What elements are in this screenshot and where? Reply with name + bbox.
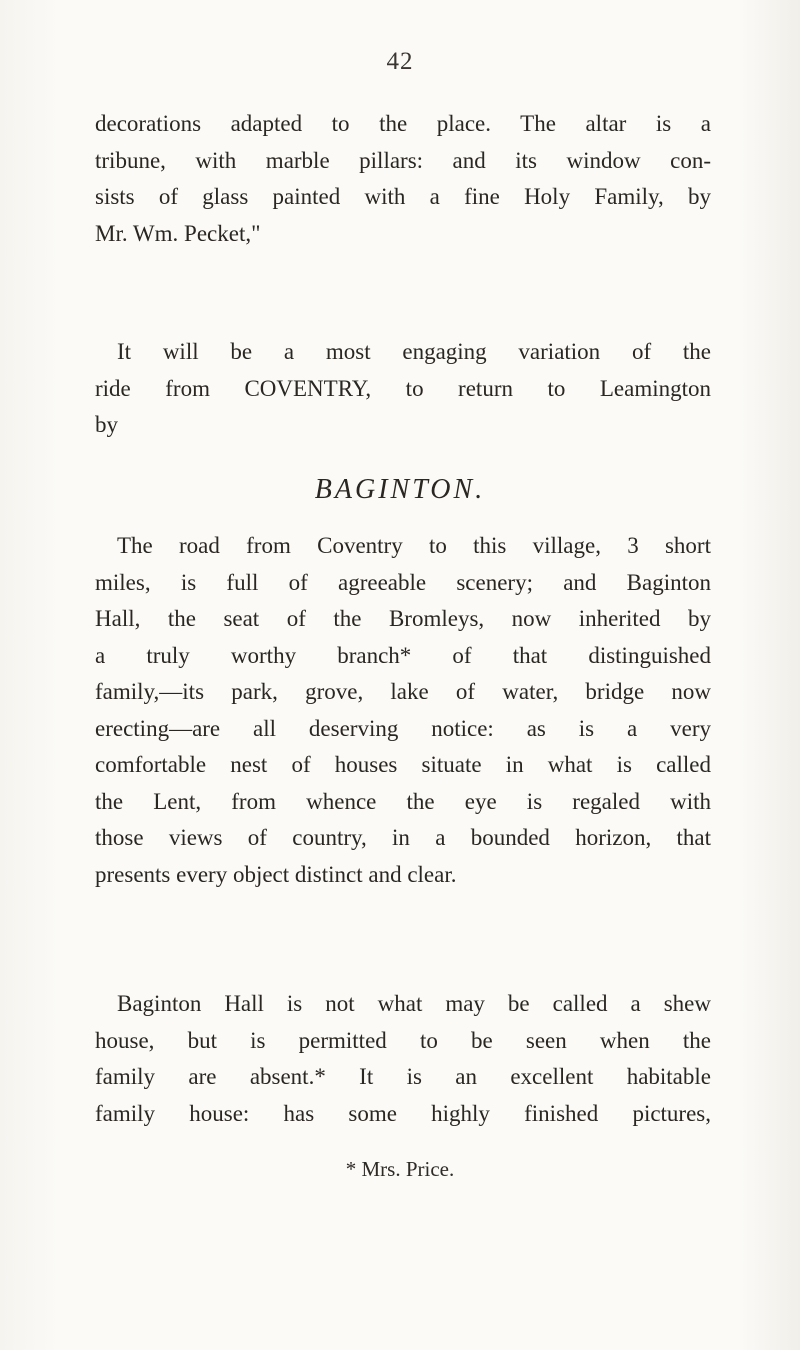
text-line: decorations adapted to the place. The altar is a <box>95 111 711 136</box>
text-line: family are absent.* It is an excellent habitable <box>95 1064 711 1089</box>
text-line: sists of glass painted with a fine Holy Family, by <box>95 184 711 209</box>
text-line: the Lent, from whence the eye is regaled with <box>95 788 711 814</box>
paragraph-baginton-hall <box>95 986 711 1132</box>
text-line: tribune, with marble pillars: and its window con- <box>95 147 711 173</box>
section-heading: BAGINTON. <box>314 474 486 505</box>
text-line: Baginton Hall is not what may be called a shew <box>117 991 711 1016</box>
text-line: those views of country, in a bounded horizon, that <box>95 825 711 850</box>
text-line: presents every object distinct and clear. <box>95 861 457 887</box>
text-line: The road from Coventry to this village, 3 short <box>117 533 711 558</box>
text-line: ride from COVENTRY, to return to Leamington <box>95 375 711 401</box>
text-line: It will be a most engaging variation of the <box>117 339 711 364</box>
page-number: 42 <box>386 48 414 75</box>
text-line: a truly worthy branch* of that distinguished <box>95 642 711 668</box>
paragraph-road-from-coventry <box>95 528 711 893</box>
text-line: miles, is full of agreeable scenery; and Baginton <box>95 569 711 595</box>
footnote: * Mrs. Price. <box>345 1157 455 1181</box>
text-line: family house: has some highly finished pictures, <box>95 1100 711 1126</box>
text-line: family,—its park, grove, lake of water, bridge now <box>95 679 711 704</box>
text-line: Mr. Wm. Pecket," <box>95 220 261 246</box>
paragraph-ride-variation <box>95 334 711 444</box>
text-line: by <box>95 412 118 437</box>
text-line: erecting—are all deserving notice: as is a very <box>95 715 711 741</box>
text-line: house, but is permitted to be seen when the <box>95 1027 711 1053</box>
text-line: Hall, the seat of the Bromleys, now inherited by <box>95 606 711 631</box>
text-line: comfortable nest of houses situate in what is called <box>95 752 711 777</box>
paragraph-altar-description <box>95 106 711 252</box>
